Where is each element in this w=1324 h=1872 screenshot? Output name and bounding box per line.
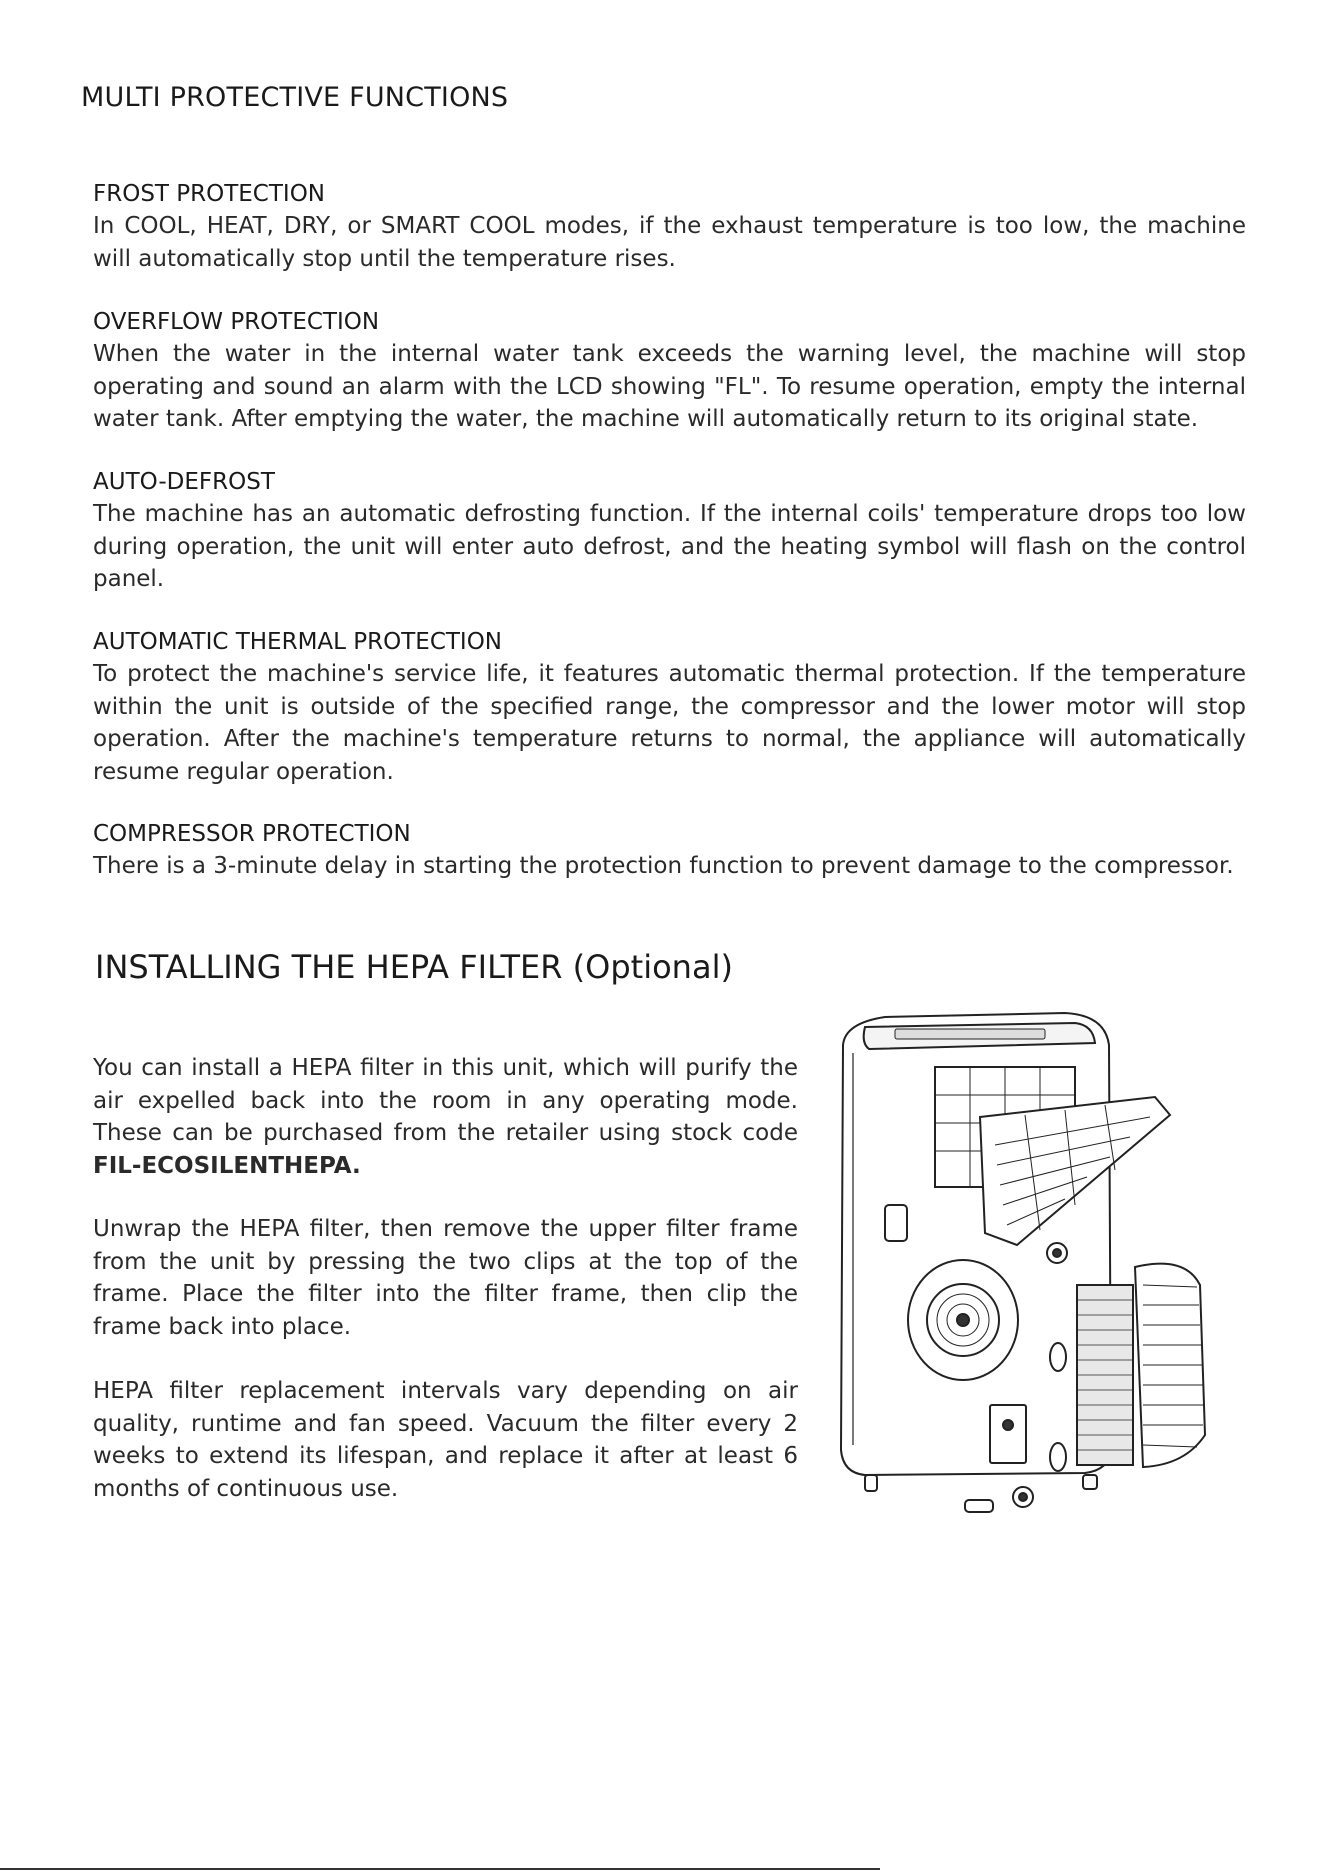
section-heading: COMPRESSOR PROTECTION xyxy=(93,821,411,847)
hepa-para2-text: Unwrap the HEPA filter, then remove the upper filter frame from the unit by pressing the two clips at the top of the frame. Place the filter into the filter frame, then clip the frame back into place. xyxy=(93,1216,798,1340)
section-automatic-thermal-protection xyxy=(93,626,1246,788)
hepa-paragraph-1 xyxy=(93,1052,798,1182)
hepa-paragraph-3 xyxy=(93,1375,798,1505)
hepa-section-title: INSTALLING THE HEPA FILTER (Optional) xyxy=(95,948,733,986)
stock-code: FIL-ECOSILENTHEPA. xyxy=(93,1152,361,1179)
page-title: MULTI PROTECTIVE FUNCTIONS xyxy=(81,82,509,113)
section-heading: AUTO-DEFROST xyxy=(93,469,275,495)
section-frost-protection xyxy=(93,178,1246,275)
section-heading: FROST PROTECTION xyxy=(93,181,326,207)
hepa-para3-text: HEPA filter replacement intervals vary depending on air quality, runtime and fan speed. Vacuum the filter every 2 weeks to extend its lifespan, and replace it after at least 6 months of continuous use. xyxy=(93,1378,798,1502)
section-body: When the water in the internal water tank exceeds the warning level, the machine will stop operating and sound an alarm with the LCD showing "FL". To resume operation, empty the internal water tank. After emptying the water, the machine will automatically return to its original state. xyxy=(93,341,1246,432)
section-heading: AUTOMATIC THERMAL PROTECTION xyxy=(93,629,503,655)
section-overflow-protection xyxy=(93,306,1246,436)
air-conditioner-illustration xyxy=(825,1005,1225,1530)
section-body: To protect the machine's service life, it features automatic thermal protection. If the temperature within the unit is outside of the specified range, the compressor and the lower motor will stop operation. After the machine's temperature returns to normal, the appliance will automatically resume regular operation. xyxy=(93,661,1246,785)
page-bottom-rule xyxy=(0,1868,880,1870)
hepa-para1-text: You can install a HEPA filter in this unit, which will purify the air expelled back into the room in any operating mode. These can be purchased from the retailer using stock code xyxy=(93,1055,798,1146)
section-auto-defrost xyxy=(93,466,1246,596)
section-body: In COOL, HEAT, DRY, or SMART COOL modes, if the exhaust temperature is too low, the machine will automatically stop until the temperature rises. xyxy=(93,213,1246,272)
section-compressor-protection xyxy=(93,818,1246,883)
section-heading: OVERFLOW PROTECTION xyxy=(93,309,380,335)
section-body: The machine has an automatic defrosting function. If the internal coils' temperature drops too low during operation, the unit will enter auto defrost, and the heating symbol will flash on the control panel. xyxy=(93,501,1246,592)
hepa-paragraph-2 xyxy=(93,1213,798,1343)
section-body: There is a 3-minute delay in starting the protection function to prevent damage to the compressor. xyxy=(93,853,1234,879)
